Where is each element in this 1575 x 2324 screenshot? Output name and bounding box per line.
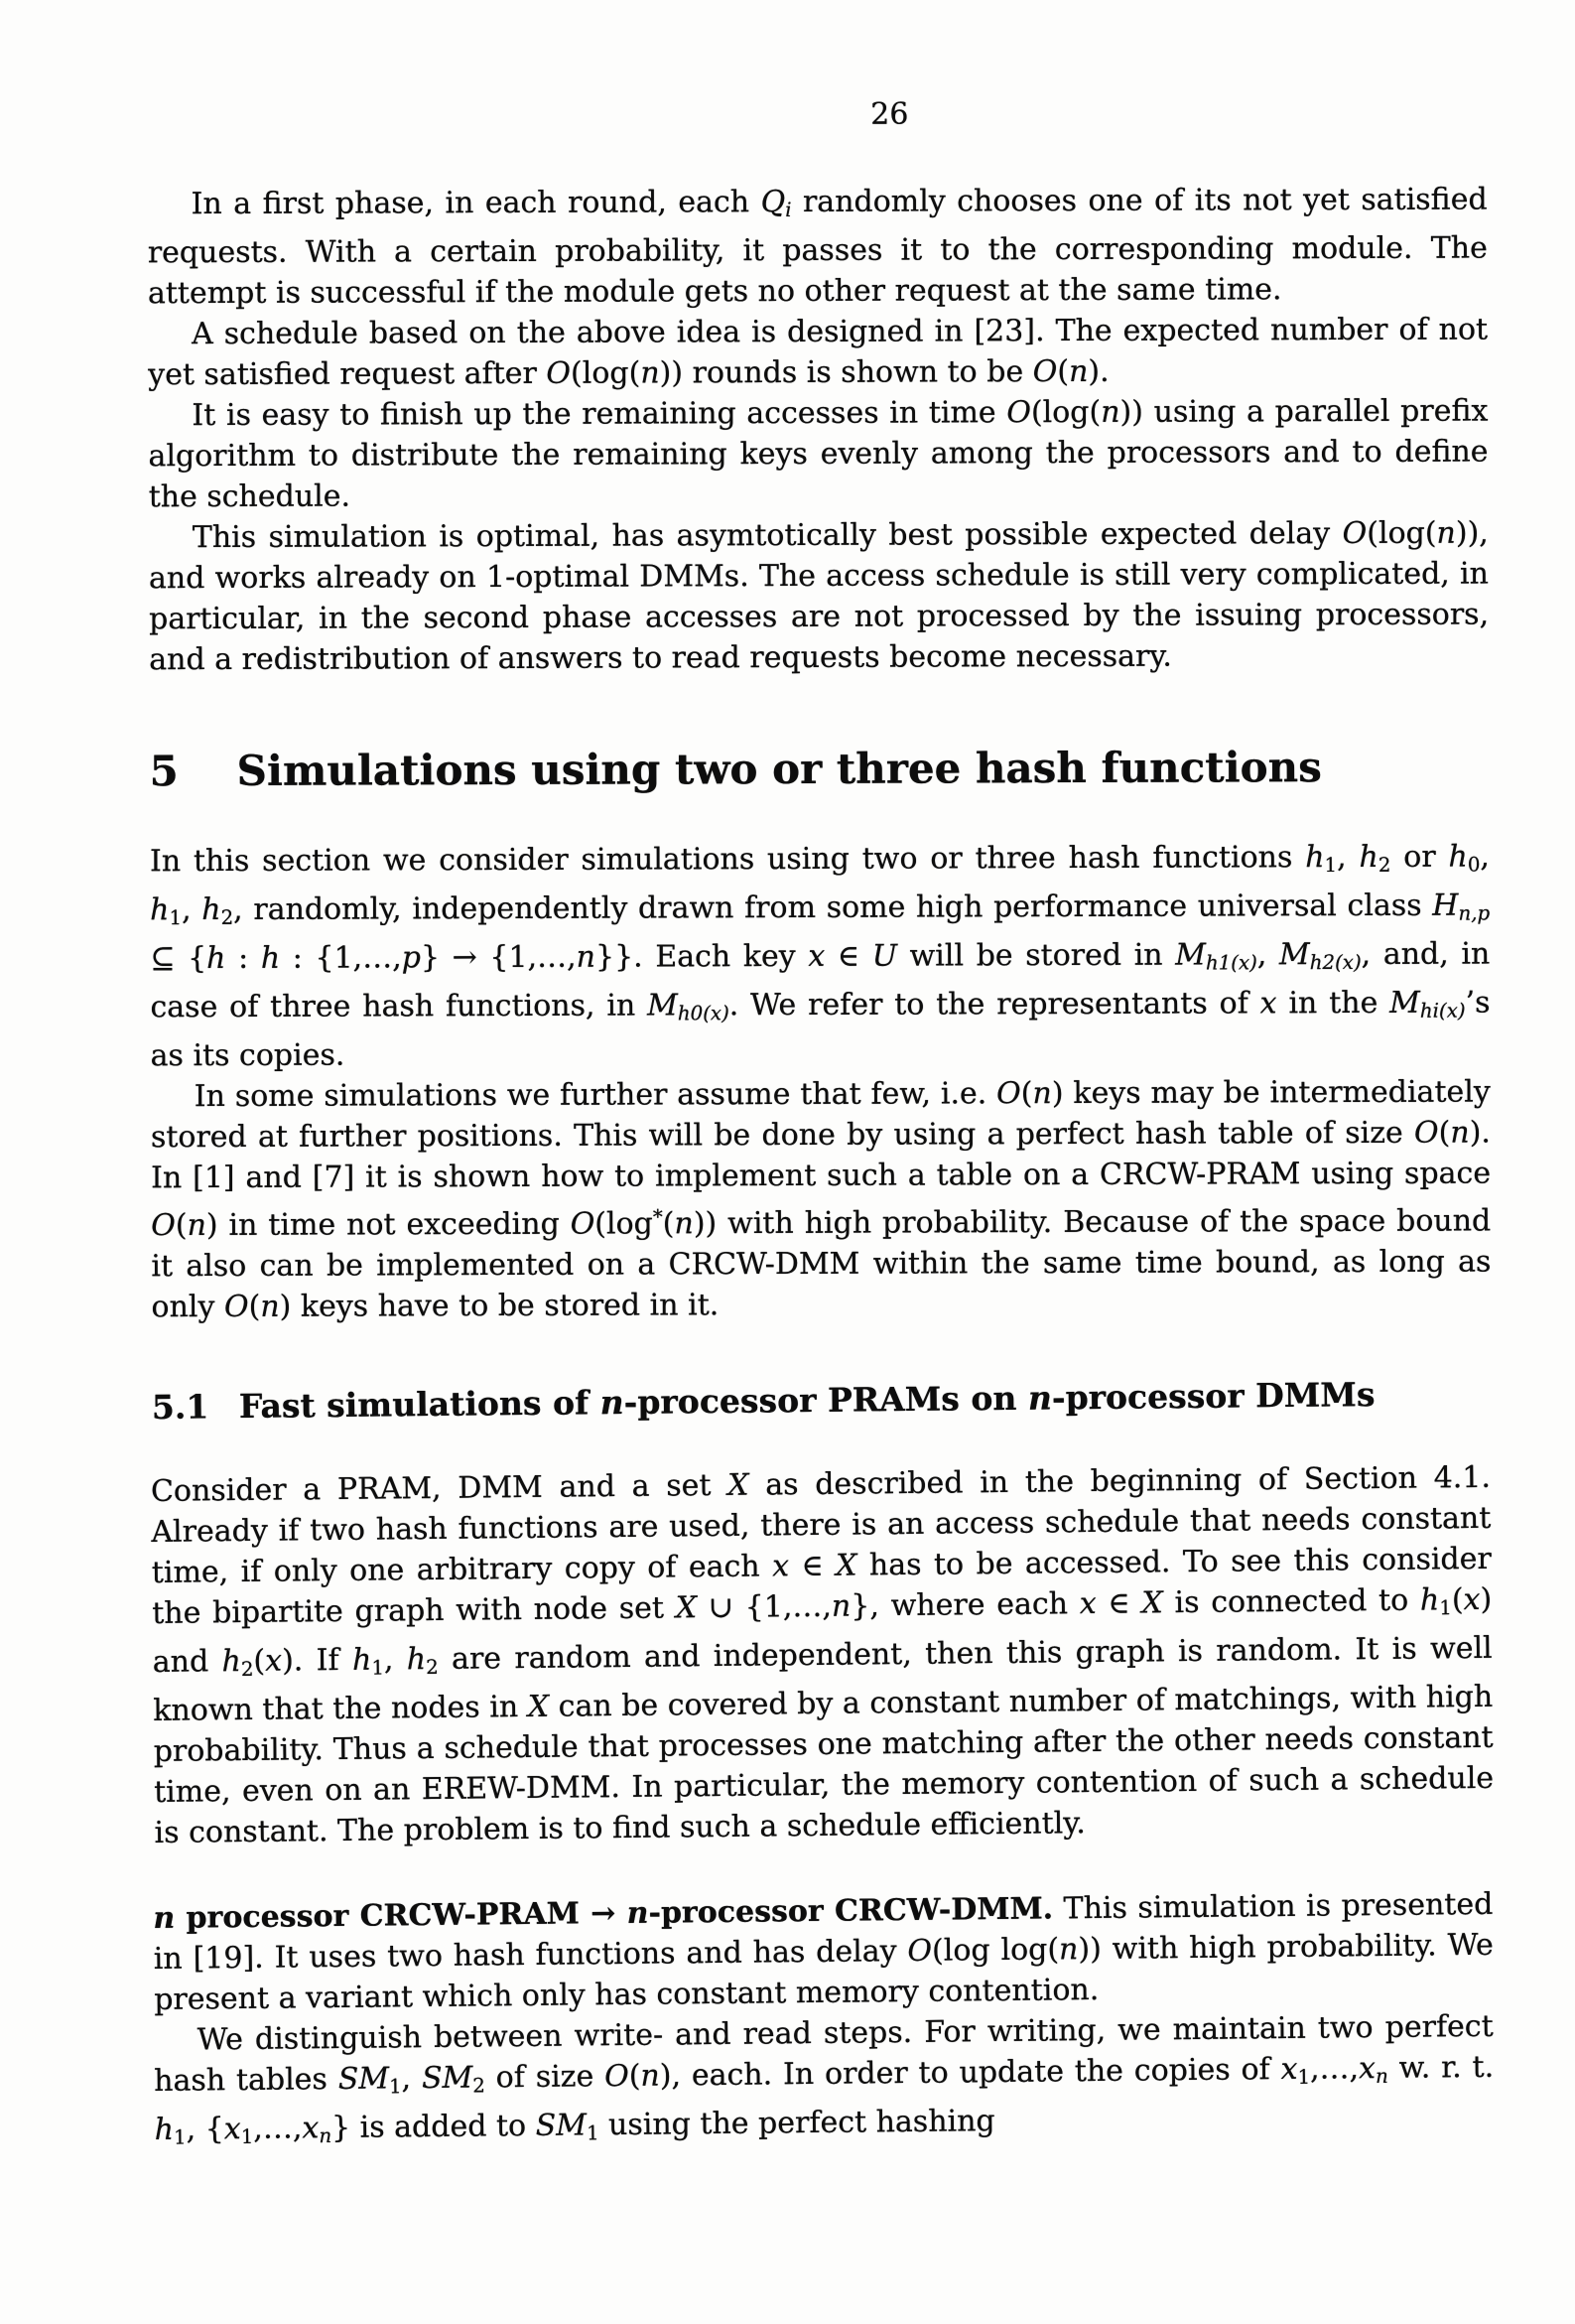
paragraph-schedule-23: A schedule based on the above idea is designed in [23]. The expected number of not yet satisfied request after O(log(n)) rounds is shown to be O(n). [148, 312, 1489, 393]
page-body [148, 180, 1495, 2154]
paragraph-simulation-optimal: This simulation is optimal, has asymtotically best possible expected delay O(log(n)), and works already on 1-optimal DMMs. The access schedule is still very complicated, in particular, in the second phase accesses are not processed by the issuing processors, and a redistribution of answers to read requests become necessary. [148, 515, 1490, 678]
heading-title: Fast simulations of n-processor PRAMs on n-processor DMMs [238, 1374, 1376, 1426]
paragraph-finish-up: It is easy to finish up the remaining accesses in time O(log(n)) using a parallel prefix algorithm to distribute the remaining keys evenly among the processors and to define the schedule. [148, 393, 1489, 515]
heading-number: 5 [149, 747, 179, 796]
heading-number: 5.1 [151, 1386, 209, 1427]
paragraph-write-read-steps: We distinguish between write- and read steps. For writing, we maintain two perfect hash tables SM1, SM2 of size O(n), each. In order to update the copies of x1,…,xn w. r. t. h1, {x1,…,xn} is added to SM1 using the perfect hashing [154, 2009, 1495, 2150]
paragraph-crcw-simulation: n processor CRCW-PRAM → n-processor CRCW-DMM. This simulation is presented in [19]. It uses two hash functions and has delay O(log log(n)) with high probability. We present a variant which only has constant memory contention. [153, 1887, 1494, 2018]
heading-title: Simulations using two or three hash functions [236, 743, 1322, 795]
paragraph-perfect-hash-table: In some simulations we further assume that few, i.e. O(n) keys may be intermediately stored at further positions. This will be done by using a perfect hash table of size O(n). In [1] and [7] it is shown how to implement such a table on a CRCW-PRAM using space O(n) in time not exceeding O(log*(n)) with high probability. Because of the space bound it also can be implemented on a CRCW-DMM within the same time bound, as long as only O(n) keys have to be stored in it. [150, 1074, 1492, 1324]
section-heading [150, 743, 1490, 795]
paragraph-first-phase: In a first phase, in each round, each Qi randomly chooses one of its not yet satisfied requests. With a certain probability, it passes it to the corresponding module. The attempt is successful if the module gets no other request at the same time. [147, 182, 1488, 312]
paragraph-section-intro: In this section we consider simulations using two or three hash functions h1, h2 or h0, h1, h2, randomly, independently drawn from some high performance universal class Hn,p ⊆ {h : h : {1,…,p} → {1,…,n}}. Each key x ∈ U will be stored in Mh1(x), Mh2(x), and, in case of three hash functions, in Mh0(x). We refer to the representants of x in the Mhi(x)’s as its copies. [149, 839, 1491, 1073]
paragraph-consider-pram: Consider a PRAM, DMM and a set X as described in the beginning of Section 4.1. Already if two hash functions are used, there is an access schedule that needs constant time, if only one arbitrary copy of each x ∈ X has to be accessed. To see this consider the bipartite graph with node set X ∪ {1,…,n}, where each x ∈ X is connected to h1(x) and h2(x). If h1, h2 are random and independent, then this graph is random. It is well known that the nodes in X can be covered by a constant number of matchings, with high probability. Thus a schedule that processes one matching after the other needs constant time, even on an EREW-DMM. In particular, the memory contention of such a schedule is constant. The problem is to find such a schedule efficiently. [150, 1459, 1495, 1850]
subsection-heading [152, 1373, 1492, 1427]
page-number: 26 [870, 96, 909, 132]
